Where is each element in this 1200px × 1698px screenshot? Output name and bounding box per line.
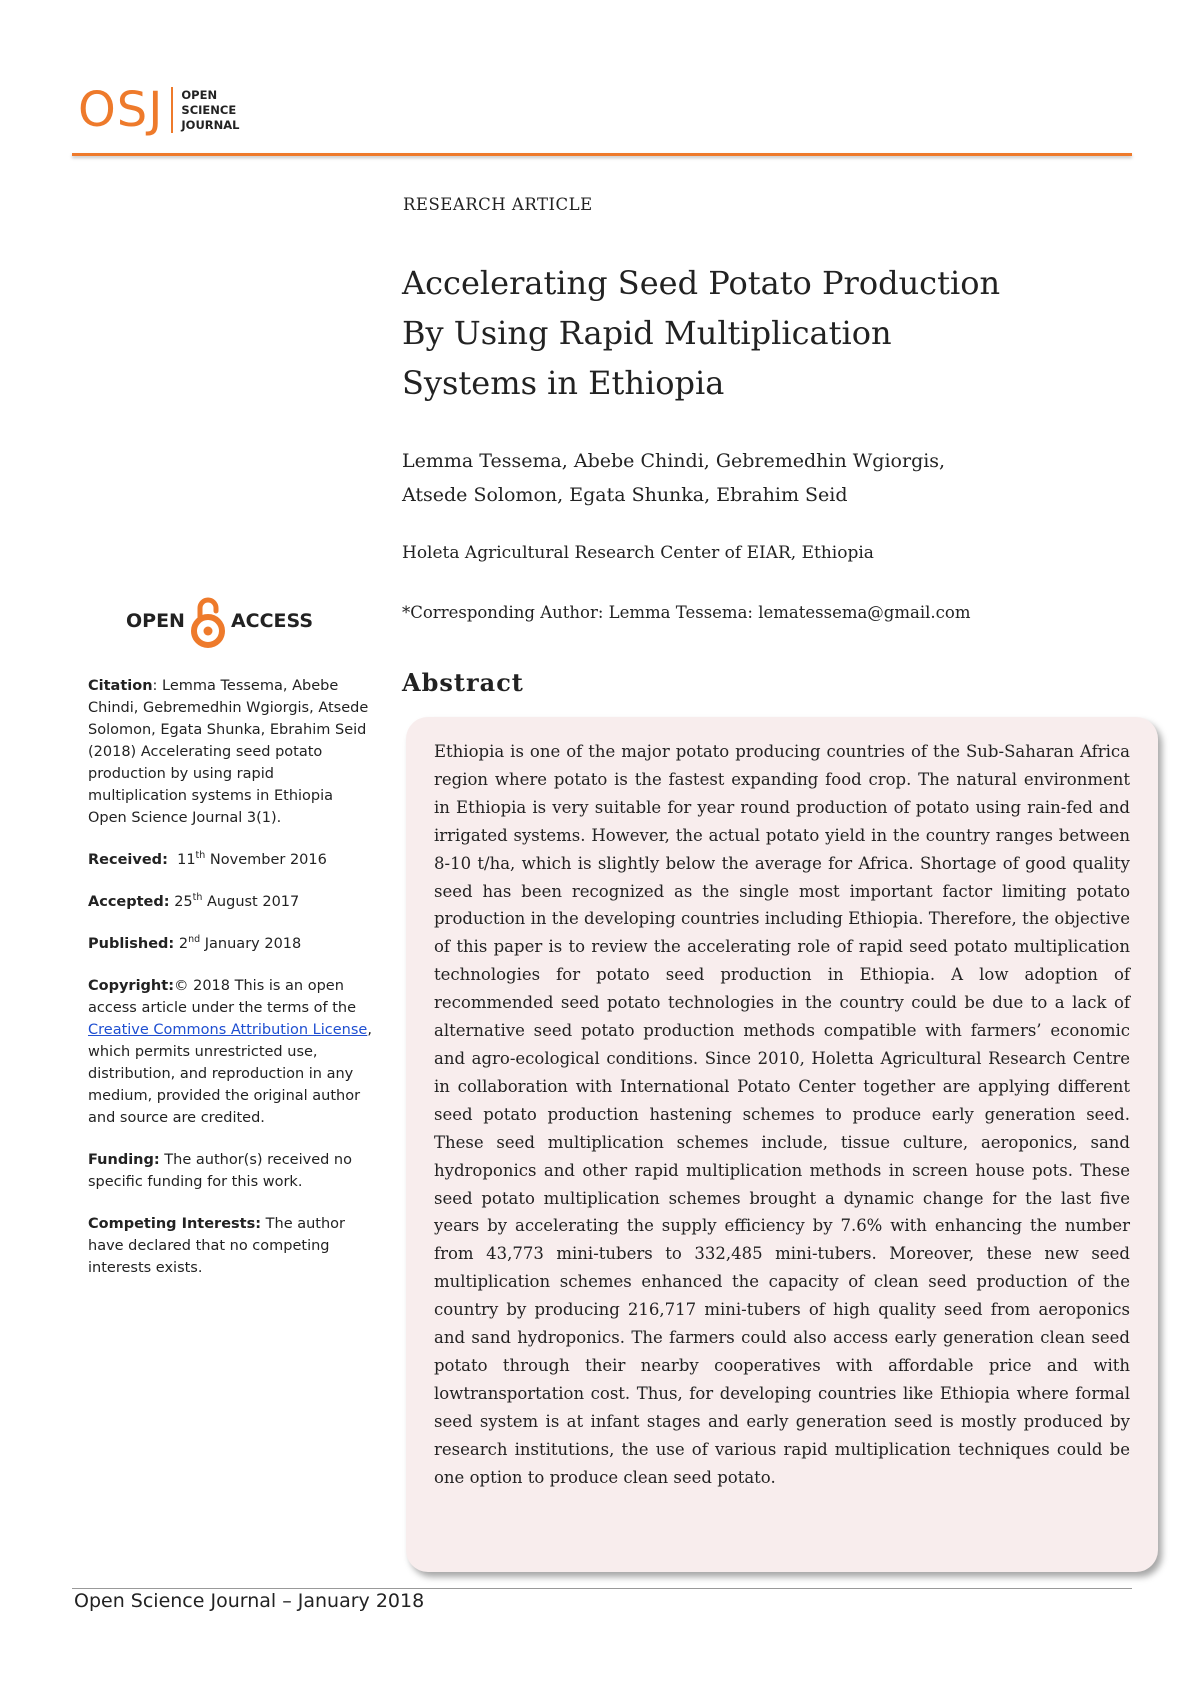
logo-divider: [171, 87, 173, 133]
copyright-block: Copyright:© 2018 This is an open access article under the terms of the Creative Commons Attribution License, which permits unrestricted use, distribution, and reproduction in any medium, provided the original author and source are credited.: [88, 978, 372, 1126]
author-list: Lemma Tessema, Abebe Chindi, Gebremedhin Wgiorgis, Atsede Solomon, Egata Shunka, Ebrahim Seid: [402, 450, 946, 506]
header-rule: [72, 153, 1132, 156]
abstract-heading: Abstract: [402, 668, 524, 697]
affiliation: Holeta Agricultural Research Center of EIAR, Ethiopia: [402, 543, 874, 563]
abstract-text: Ethiopia is one of the major potato producing countries of the Sub-Saharan Africa region where potato is the fastest expanding food crop. The natural environment in Ethiopia is very suitable for year round production of potato using rain-fed and irrigated systems. However, the actual potato yield in the country ranges between 8-10 t/ha, which is slightly below the average for Africa. Shortage of good quality seed has been recognized as the single most important factor limiting potato production in the developing countries including Ethiopia. Therefore, the objective of this paper is to review the accelerating role of rapid seed potato multiplication technologies for potato seed production in Ethiopia. A low adoption of recommended seed potato technologies in the country could be due to a lack of alternative seed potato production methods compatible with farmers’ economic and agro-ecological conditions. Since 2010, Holetta Agricultural Research Centre in collaboration with International Potato Center together are applying different seed potato production hastening schemes to produce early generation seed. These seed multiplication schemes include, tissue culture, aeroponics, sand hydroponics and other rapid multiplication methods in screen house pots. These seed potato multiplication schemes brought a dynamic change for the last five years by accelerating the supply efficiency by 7.6% with enhancing the number from 43,773 mini-tubers to 332,485 mini-tubers. Moreover, these new seed multiplication schemes enhanced the capacity of clean seed production of the country by producing 216,717 mini-tubers of high quality seed from aeroponics and sand hydroponics. The farmers could also access early generation clean seed potato through their nearby cooperatives with affordable price and with lowtransportation cost. Thus, for developing countries like Ethiopia where formal seed system is at infant stages and early generation seed is mostly produced by research institutions, the use of various rapid multiplication techniques could be one option to produce clean seed potato.: [434, 742, 1130, 1487]
logo-mark: OSJ: [78, 82, 164, 138]
article-type: RESEARCH ARTICLE: [403, 195, 593, 214]
article-info-sidebar: [88, 675, 373, 1299]
footer-rule: [72, 1588, 1132, 1589]
citation-label: Citation: [88, 678, 153, 694]
open-access-label-right: ACCESS: [230, 610, 314, 632]
logo-wordmark: OPEN SCIENCE JOURNAL: [181, 87, 240, 132]
article-title: Accelerating Seed Potato Production By Using Rapid Multiplication Systems in Ethiopia: [402, 264, 1001, 402]
funding-block: Funding: The author(s) received no specific funding for this work.: [88, 1152, 352, 1190]
competing-interests-block: Competing Interests: The author have declared that no competing interests exists.: [88, 1216, 346, 1276]
abstract-box: [406, 717, 1158, 1572]
page-footer: Open Science Journal – January 2018: [74, 1590, 425, 1612]
received-date: Received: 11th November 2016: [88, 850, 327, 868]
journal-logo: [78, 82, 240, 138]
open-lock-icon: [191, 594, 225, 648]
published-date: Published: 2nd January 2018: [88, 934, 302, 952]
open-access-label-left: OPEN: [126, 610, 185, 632]
citation-block: Citation: Lemma Tessema, Abebe Chindi, Gebremedhin Wgiorgis, Atsede Solomon, Egata Shunka, Ebrahim Seid (2018) Accelerating seed potato production by using rapid multiplication systems in Ethiopia Open Science Journal 3(1).: [88, 678, 369, 826]
license-link[interactable]: Creative Commons Attribution License: [88, 1022, 368, 1038]
open-access-badge: [126, 594, 313, 648]
corresponding-author: *Corresponding Author: Lemma Tessema: lematessema@gmail.com: [402, 603, 971, 622]
accepted-date: Accepted: 25th August 2017: [88, 892, 300, 910]
